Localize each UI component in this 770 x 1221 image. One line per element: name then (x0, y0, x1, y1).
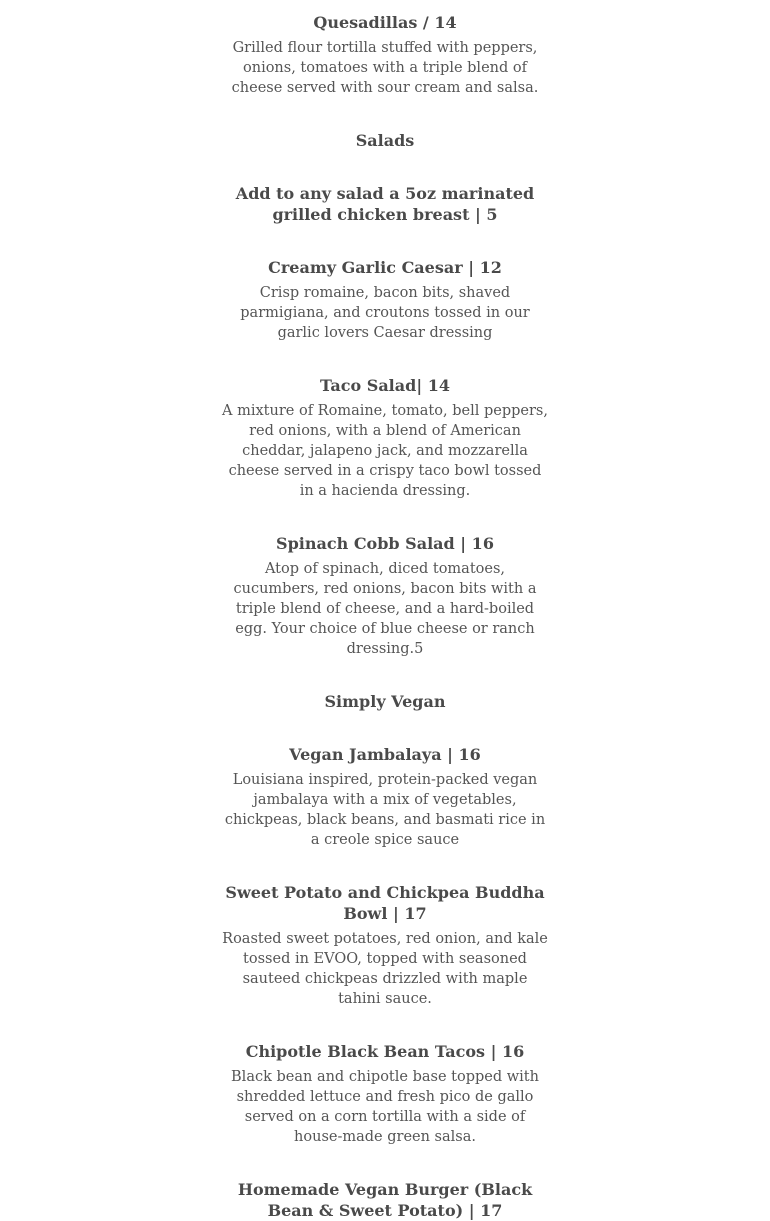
menu-item-creamy-garlic-caesar (222, 257, 548, 343)
menu-item-buddha-bowl (222, 882, 548, 1009)
item-title: Creamy Garlic Caesar | 12 (268, 258, 502, 277)
section-heading-simply-vegan (222, 691, 548, 712)
menu-item-chipotle-black-bean-tacos (222, 1041, 548, 1147)
item-title: Sweet Potato and Chickpea Buddha Bowl | 17 (225, 883, 545, 923)
item-description: A mixture of Romaine, tomato, bell peppers, red onions, with a blend of American cheddar, jalapeno jack, and mozzarella cheese served in a crispy taco bowl tossed in a hacienda dressing. (222, 403, 548, 499)
item-title: Homemade Vegan Burger (Black Bean & Sweet Potato) | 17 (237, 1180, 533, 1220)
item-description: Atop of spinach, diced tomatoes, cucumbers, red onions, bacon bits with a triple blend of cheese, and a hard-boiled egg. Your choice of blue cheese or ranch dressing.5 (233, 561, 537, 657)
salad-addon-note (222, 183, 548, 225)
item-title: Add to any salad a 5oz marinated grilled chicken breast | 5 (235, 184, 535, 224)
item-title: Quesadillas / 14 (313, 13, 457, 32)
item-description: Crisp romaine, bacon bits, shaved parmigiana, and croutons tossed in our garlic lovers Caesar dressing (240, 285, 530, 341)
section-title: Simply Vegan (324, 692, 446, 711)
item-title: Chipotle Black Bean Tacos | 16 (245, 1042, 525, 1061)
item-description: Grilled flour tortilla stuffed with peppers, onions, tomatoes with a triple blend of cheese served with sour cream and salsa. (231, 40, 539, 96)
item-title: Vegan Jambalaya | 16 (289, 745, 481, 764)
menu-list (222, 12, 548, 1221)
menu-item-taco-salad (222, 375, 548, 501)
item-description: Louisiana inspired, protein-packed vegan jambalaya with a mix of vegetables, chickpeas, black beans, and basmati rice in a creole spice sauce (224, 772, 546, 848)
menu-item-homemade-vegan-burger (222, 1179, 548, 1221)
item-title: Taco Salad| 14 (320, 376, 450, 395)
section-heading-salads (222, 130, 548, 151)
menu-item-spinach-cobb-salad (222, 533, 548, 659)
item-title: Spinach Cobb Salad | 16 (276, 534, 494, 553)
section-title: Salads (355, 131, 415, 150)
item-description: Roasted sweet potatoes, red onion, and kale tossed in EVOO, topped with seasoned sauteed chickpeas drizzled with maple tahini sauce. (222, 931, 548, 1007)
menu-item-vegan-jambalaya (222, 744, 548, 850)
menu-item-quesadillas (222, 12, 548, 98)
item-description: Black bean and chipotle base topped with shredded lettuce and fresh pico de gallo served on a corn tortilla with a side of house-made green salsa. (231, 1069, 539, 1145)
